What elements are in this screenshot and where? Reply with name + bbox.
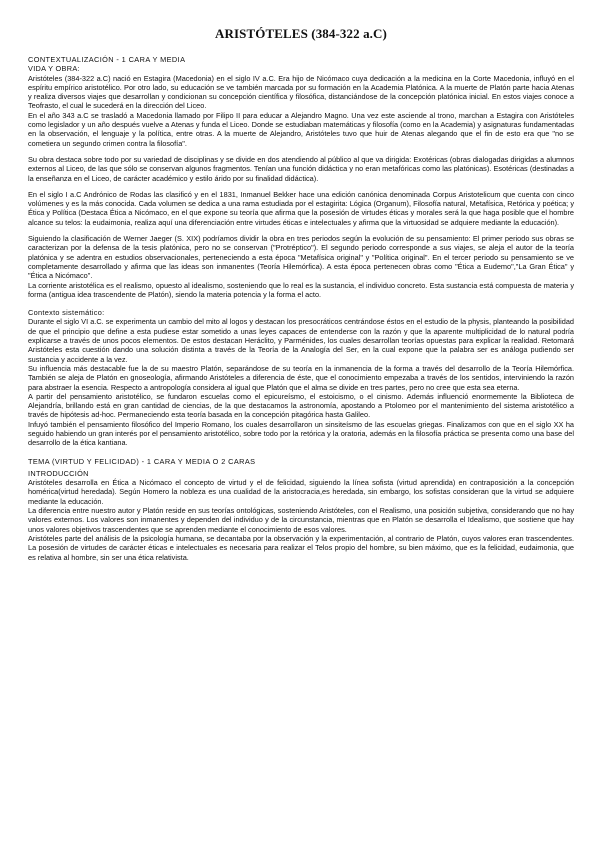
paragraph-intro-2: La diferencia entre nuestro autor y Platón reside en sus teorías ontológicas, sosteniendo Aristóteles, con el Realismo, una posición subjetiva, considerando que no hay valores externos. Los valores son inmanentes y dependen del individuo y de la circunstancia, mientras que en Platón se desarrolla el Idealismo, que sostiene que hay unos valores objetivos trascendentes que se aprenden mediante el conocimiento de esos valores. xyxy=(28,506,574,534)
paragraph-vida-1: Aristóteles (384-322 a.C) nació en Estagira (Macedonia) en el siglo IV a.C. Era hijo de Nicómaco cuya dedicación a la medicina en la Corte Macedonia, influyó en el espíritu empírico aristotélico. Por otro lado, su educación se ve también marcada por su formación en la Academia Platónica. A la muerte de Platón parte hacia Atenas y realiza diversos viajes que desarrollan y condicionan su concepción científica y filosófica, distanciándose de la concepción platónica inicial. En estos viajes conoce a Teofrasto, el cual le sucederá en la dirección del Liceo. xyxy=(28,73,574,111)
paragraph-obra-2: En el siglo I a.C Andrónico de Rodas las clasificó y en el 1831, Inmanuel Bekker hace una edición canónica denominada Corpus Aristotelicum que cuenta con cinco volúmenes y es la más conocida. Cada volumen se dedica a una rama estudiada por el estagirita: Lógica (Organum), Filosofía natural, Metafísica, Retórica y poética; y Ética y Política (Destaca Ética a Nicómaco, en el que expone su teoría que afirma que la posesión de virtudes éticas y morales será la que haga posible que el hombre alcance su telos: la eudaimonia, realiza aquí una diferenciación entre virtudes éticas e intelectuales y afirma que la virtuosidad se adquiere mediante la educación). xyxy=(28,189,574,227)
paragraph-obra-4: La corriente aristotélica es el realismo, opuesto al idealismo, sosteniendo que lo real es la sustancia, el individuo concreto. Esta sustancia está compuesta de materia y forma (antigua idea trascendente de Platón), siendo la materia potencia y la forma el acto. xyxy=(28,280,574,299)
section-heading-contextualizacion: CONTEXTUALIZACIÓN - 1 CARA Y MEDIA xyxy=(28,55,186,64)
paragraph-obra-3: Siguiendo la clasificación de Werner Jaeger (S. XIX) podríamos dividir la obra en tres periodos según la evolución de su pensamiento: El primer periodo sus obras se caracterizan por la defensa de la tesis platónica, pero no se conservan ("Protréptico"). El segundo periodo corresponde a sus viajes, se aleja el autor de la teoría platónica y se adentra en estudios observacionales, perteneciendo a esta época "Metafísica original" y "Política original". En el tercer periodo su pensamiento se ve completamente desarrollado y afirma que las ideas son inmanentes (Teoría Hilemórfica). A esta época pertenecen obras como "Ética a Eudemo","La Gran Ética" y "Ética a Nicómaco". xyxy=(28,234,574,281)
paragraph-intro-3: Aristóteles parte del análisis de la psicología humana, se decantaba por la observación y la experimentación, al contrario de Platón, cuyos valores eran trascendentes. La posesión de virtudes de carácter éticas e intelectuales es necesaria para realizar el Telos propio del hombre, su bien máximo, que es la felicidad, eudaimonia, que es relativa al hombre, sin ser una ética relativista. xyxy=(28,533,574,562)
subheading-vida-y-obra: VIDA Y OBRA: xyxy=(28,64,80,74)
paragraph-contexto-4: Infuyó también el pensamiento filosófico del Imperio Romano, los cuales desarrollaron un sinsiteísmo de las escuelas griegas. Finalizamos con que en el siglo XX ha seguido habiendo un gran interés por el pensamiento aristotélico, sobre todo por la retórica y la oratoria, además en la filosofía práctica se presenta como una base del desarrollo de la ética kantiana. xyxy=(28,419,574,448)
subheading-contexto-sistematico: Contexto sistemático: xyxy=(28,308,105,318)
paragraph-intro-1: Aristóteles desarrolla en Ética a Nicómaco el concepto de virtud y el de felicidad, siguiendo la línea sofista (virtud aprendida) en contraposición a la concepción homérica(virtud heredada). Según Homero la nobleza es una cualidad de la aristocracia,es heredada, sin embargo, los sofistas consideran que la virtud se adquiere mediante la educación. xyxy=(28,478,574,506)
paragraph-contexto-1: Durante el siglo VI a.C. se experimenta un cambio del mito al logos y destacan los presocráticos centrándose éstos en el estudio de la physis, planteando la posibilidad de que el principio que define a esta pudiese estar sometido a unas leyes capaces de entenderse con la razón y que la aparente multiplicidad de lo natural podría explicarse a través de unos pocos elementos. De estos destacan Heráclito, y Parménides, los cuales desarrollan teorías opuestas para explicar la realidad. Retomará Aristóteles esta cuestión dando una solución distinta a través de la Teoría de la Analogía del Ser, en la cual expone que la palabra ser es análoga pudiendo ser sustancia y accidente a la vez. xyxy=(28,317,574,364)
paragraph-contexto-2: Su influencia más destacable fue la de su maestro Platón, separándose de su teoría en la inmanencia de la forma a través del desarrollo de la Teoría Hilemórfica. También se aleja de Platón en gnoseología, afirmando Aristóteles a diferencia de éste, que el conocimiento empezaba a través de los sentidos, interviniendo la razón para abstraer la esencia. Respecto a antropología considera al igual que Platón que el alma se divide en tres partes, pero no cree que esta sea eterna. xyxy=(28,363,574,392)
paragraph-vida-2: En el año 343 a.C se trasladó a Macedonia llamado por Filipo II para educar a Alejandro Magno. Una vez este asciende al trono, marchan a Estagira con Aristóteles como legislador y un año después vuelve a Atenas y funda el Liceo. Donde se estudiaban matemáticas y filosofía (como en la Academia) y asignaturas fundamentadas en la observación, el lenguaje y la política, entre otras. A la muerte de Alejandro, Aristóteles tuvo que huir de Atenas alegando que el fin de esto era que "no se cometiera un segundo crimen contra la filosofía". xyxy=(28,110,574,148)
section-heading-tema: TEMA (VIRTUD Y FELICIDAD) - 1 CARA Y MEDIA O 2 CARAS xyxy=(28,456,256,466)
document-title: ARISTÓTELES (384-322 a.C) xyxy=(215,26,387,41)
paragraph-contexto-3: A partir del pensamiento aristotélico, se fundaron escuelas como el epicureísmo, el estoicismo, o el cinismo. Además influenció enormemente la Biblioteca de Alejandría, brillando está en gran cantidad de ciencias, de la que destacamos la astronomía, apostando a Ptolomeo por el mantenimiento del sistema aristotélico a través de hipótesis ad-hoc. Permaneciendo esta teoría basada en la concepción pitagórica hasta Galileo. xyxy=(28,391,574,420)
paragraph-obra-1: Su obra destaca sobre todo por su variedad de disciplinas y se divide en dos atendiendo al público al que va dirigida: Exotéricas (obras dialogadas dirigidas a alumnos externos al Liceo, de las que sólo se conservan algunos fragmentos. Tenían una función didáctica y no eran metafóricas como las platónicas). Esotéricas (destinadas a la enseñanza en el Liceo, de carácter académico y estilo árido por su finalidad didáctica). xyxy=(28,154,574,183)
subheading-introduccion: INTRODUCCIÓN xyxy=(28,468,89,478)
